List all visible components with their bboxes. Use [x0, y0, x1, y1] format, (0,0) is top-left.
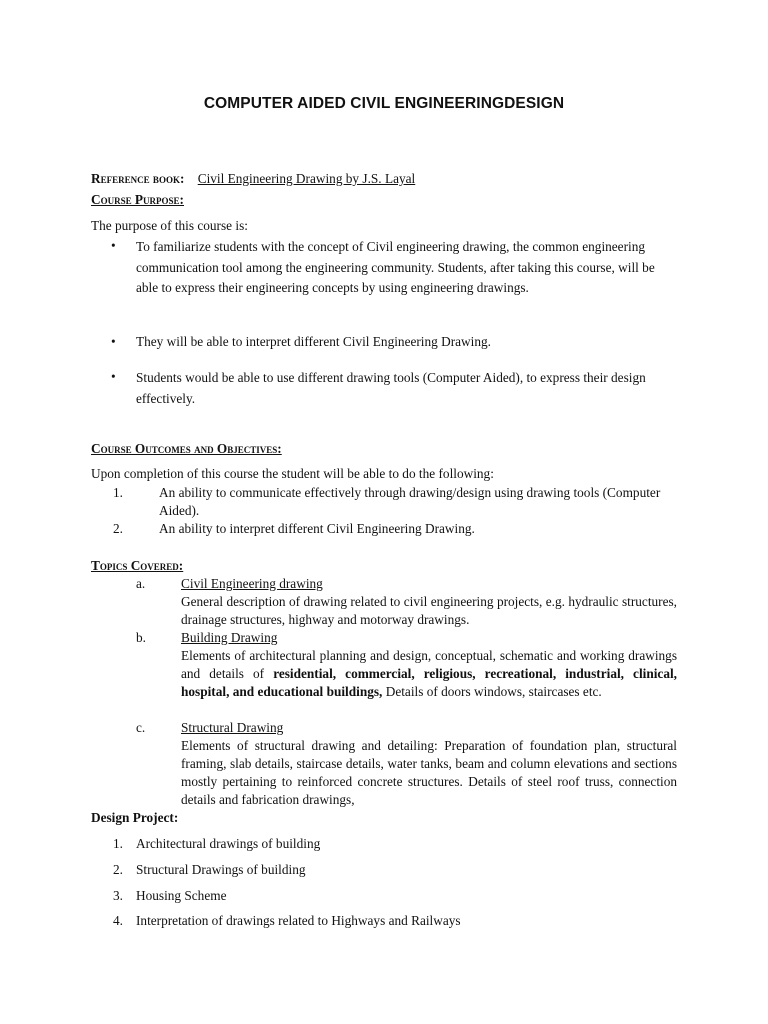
bullet-icon: •: [111, 334, 116, 349]
topic-desc-b-tail: Details of doors windows, staircases etc.: [382, 684, 602, 700]
bullet-icon: •: [111, 238, 116, 253]
outcome-number: 2.: [113, 521, 123, 536]
project-item-2: Structural Drawings of building: [136, 862, 306, 877]
purpose-bullet-2: They will be able to interpret different Civil Engineering Drawing.: [136, 334, 491, 349]
project-number: 4.: [113, 913, 123, 928]
outcomes-heading: Course Outcomes and Objectives:: [91, 441, 282, 456]
outcome-item-1: An ability to communicate effectively through drawing/design using drawing tools (Computer Aided).: [159, 485, 661, 518]
project-item-3: Housing Scheme: [136, 888, 227, 903]
purpose-bullet-1: To familiarize students with the concept of Civil engineering drawing, the common engineering communication tool among the engineering community. Students, after taking this course, will be able to express their engineering concepts by using engineering drawings.: [136, 239, 655, 296]
purpose-bullet-3: Students would be able to use different drawing tools (Computer Aided), to express their design effectively.: [136, 370, 646, 406]
topic-desc-b-text: Elements of architectural planning and design, conceptual, schematic and working drawings and details of: [181, 648, 677, 682]
course-purpose-intro: The purpose of this course is:: [91, 218, 248, 233]
course-purpose-heading: Course Purpose:: [91, 192, 184, 207]
project-number: 3.: [113, 888, 123, 903]
design-project-heading: Design Project:: [91, 810, 179, 825]
topic-title-a: Civil Engineering drawing: [181, 576, 323, 591]
topic-desc-b-bold: residential, commercial, religious, recreational, industrial, clinical, hospital, and educational buildings,: [181, 666, 677, 700]
project-number: 2.: [113, 862, 123, 877]
topic-title-c: Structural Drawing: [181, 720, 284, 735]
topics-heading: Topics Covered:: [91, 558, 184, 573]
topic-letter: a.: [136, 576, 146, 591]
outcome-number: 1.: [113, 485, 123, 500]
project-item-1: Architectural drawings of building: [136, 836, 321, 851]
reference-label: Reference book:: [91, 171, 185, 186]
topic-letter: b.: [136, 630, 146, 645]
topic-title-b: Building Drawing: [181, 630, 278, 645]
project-number: 1.: [113, 836, 123, 851]
topic-letter: c.: [136, 720, 146, 735]
topic-desc-a: General description of drawing related to civil engineering projects, e.g. hydraulic structures, drainage structures, highway and motorway drawings.: [181, 594, 677, 627]
document-title: COMPUTER AIDED CIVIL ENGINEERINGDESIGN: [203, 95, 565, 112]
outcome-item-2: An ability to interpret different Civil Engineering Drawing.: [159, 521, 475, 536]
reference-value: Civil Engineering Drawing by J.S. Layal: [197, 171, 416, 186]
project-item-4: Interpretation of drawings related to Highways and Railways: [136, 913, 461, 928]
topic-desc-c: Elements of structural drawing and detailing: Preparation of foundation plan, structural framing, slab details, staircase details, water tanks, beam and column elevations and sections mostly pertaining to reinforced concrete structures. Details of steel roof truss, connection details and fabrication drawings,: [181, 738, 677, 808]
reference-line: [91, 170, 415, 187]
outcomes-intro: Upon completion of this course the student will be able to do the following:: [91, 466, 494, 481]
topic-desc-b: [181, 647, 677, 702]
bullet-icon: •: [111, 369, 116, 384]
